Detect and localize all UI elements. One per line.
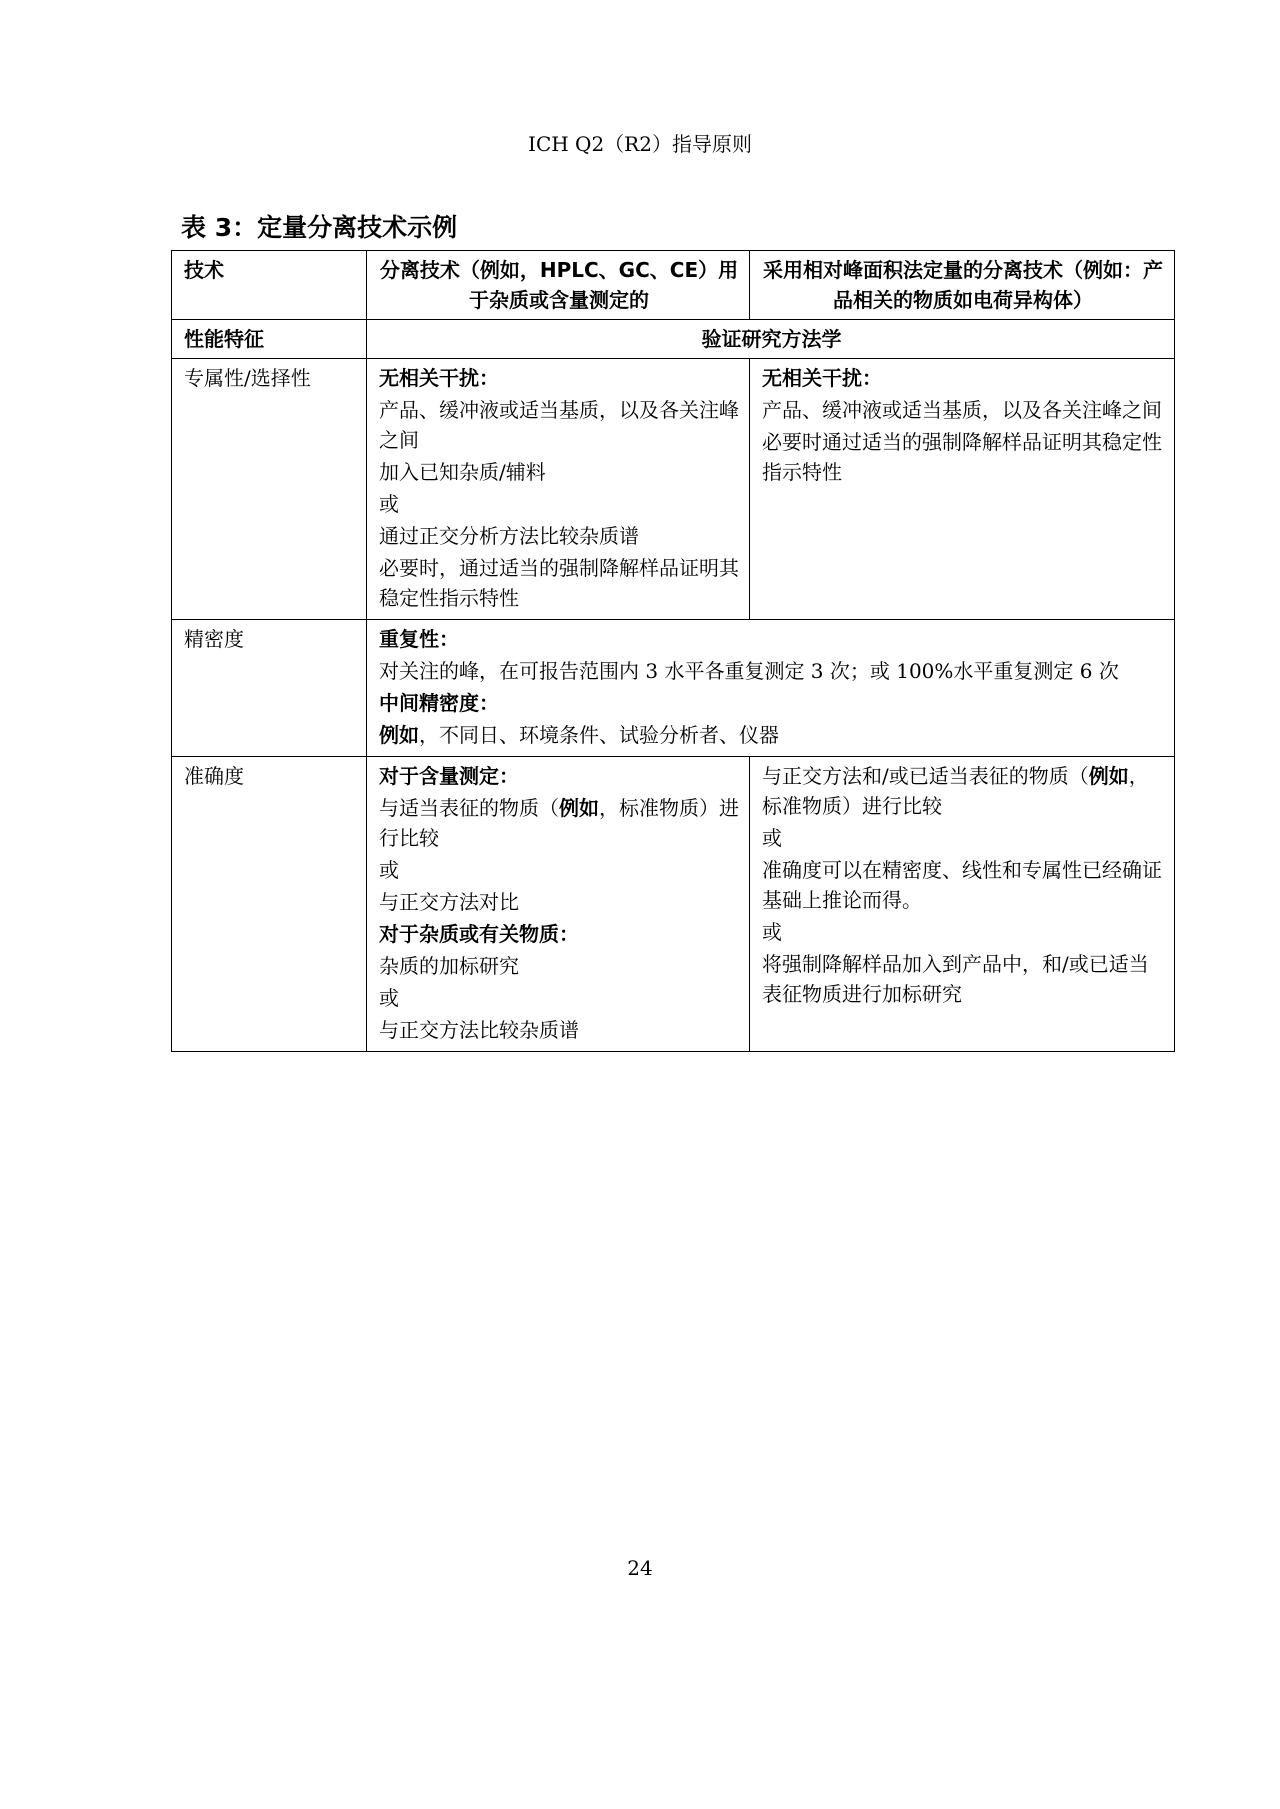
accuracy-col1-line1-b: 例如 xyxy=(559,796,599,820)
specificity-col1 xyxy=(367,359,750,620)
accuracy-col1-line4: 杂质的加标研究 xyxy=(379,954,519,978)
specificity-col1-line4: 通过正交分析方法比较杂质谱 xyxy=(379,524,639,548)
accuracy-col1 xyxy=(367,757,750,1052)
precision-line2 xyxy=(379,720,1164,750)
accuracy-col2-line2: 或 xyxy=(762,826,782,850)
header-col2: 采用相对峰面积法定量的分离技术（例如：产品相关的物质如电荷异构体） xyxy=(750,251,1175,320)
precision-content xyxy=(367,620,1175,757)
accuracy-col2-line4: 或 xyxy=(762,920,782,944)
row-label-specificity: 专属性/选择性 xyxy=(172,359,367,620)
specificity-col2-line1: 产品、缓冲液或适当基质，以及各关注峰之间 xyxy=(762,398,1162,422)
table-header-row xyxy=(172,251,1175,320)
accuracy-col1-title1: 对于含量测定： xyxy=(379,764,519,788)
row-label-accuracy: 准确度 xyxy=(172,757,367,1052)
row-label-precision: 精密度 xyxy=(172,620,367,757)
subheader-label: 性能特征 xyxy=(172,320,367,359)
accuracy-col1-line2: 或 xyxy=(379,858,399,882)
precision-line2-rest: ，不同日、环境条件、试验分析者、仪器 xyxy=(419,723,779,747)
specificity-col1-title: 无相关干扰： xyxy=(379,366,499,390)
accuracy-col2-line1 xyxy=(762,761,1164,821)
accuracy-col1-line1 xyxy=(379,793,739,853)
specificity-col2-line2: 必要时通过适当的强制降解样品证明其稳定性指示特性 xyxy=(762,430,1162,484)
accuracy-col1-line6: 与正交方法比较杂质谱 xyxy=(379,1018,579,1042)
accuracy-col1-line1-a: 与适当表征的物质（ xyxy=(379,796,559,820)
precision-title1: 重复性： xyxy=(379,627,459,651)
precision-title2: 中间精密度： xyxy=(379,691,499,715)
accuracy-col2-line1-c: ，标准物质）进行比较 xyxy=(762,764,1149,818)
accuracy-col2-line1-b: 例如 xyxy=(1088,764,1129,788)
separation-techniques-table xyxy=(171,250,1175,1052)
accuracy-col1-title2: 对于杂质或有关物质： xyxy=(379,922,579,946)
table-row-accuracy xyxy=(172,757,1175,1052)
accuracy-col2 xyxy=(750,757,1175,1052)
table-row-precision xyxy=(172,620,1175,757)
accuracy-col2-line3: 准确度可以在精密度、线性和专属性已经确证基础上推论而得。 xyxy=(762,858,1162,912)
precision-line2-bold: 例如 xyxy=(379,723,419,747)
page-header: ICH Q2（R2）指导原则 xyxy=(528,132,752,156)
accuracy-col1-line5: 或 xyxy=(379,986,399,1010)
specificity-col1-line3: 或 xyxy=(379,492,399,516)
accuracy-col1-line3: 与正交方法对比 xyxy=(379,890,519,914)
specificity-col2-title: 无相关干扰： xyxy=(762,366,882,390)
accuracy-col2-line5: 将强制降解样品加入到产品中，和/或已适当表征物质进行加标研究 xyxy=(762,952,1149,1006)
subheader-value: 验证研究方法学 xyxy=(367,320,1175,359)
accuracy-col2-line1-a: 与正交方法和/或已适当表征的物质（ xyxy=(762,764,1089,788)
precision-line1: 对关注的峰，在可报告范围内 3 水平各重复测定 3 次；或 100%水平重复测定 6 次 xyxy=(379,659,1119,683)
page-number: 24 xyxy=(627,1556,653,1580)
table-subheader-row xyxy=(172,320,1175,359)
accuracy-col1-line1-c: ，标准物质）进行比较 xyxy=(379,796,739,850)
header-technique: 技术 xyxy=(172,251,367,320)
specificity-col1-line2: 加入已知杂质/辅料 xyxy=(379,460,546,484)
specificity-col1-line1: 产品、缓冲液或适当基质，以及各关注峰之间 xyxy=(379,398,739,452)
table-row-specificity xyxy=(172,359,1175,620)
specificity-col1-line5: 必要时，通过适当的强制降解样品证明其稳定性指示特性 xyxy=(379,556,739,610)
table-caption: 表 3：定量分离技术示例 xyxy=(181,213,458,242)
specificity-col2 xyxy=(750,359,1175,620)
header-col1: 分离技术（例如，HPLC、GC、CE）用于杂质或含量测定的 xyxy=(367,251,750,320)
